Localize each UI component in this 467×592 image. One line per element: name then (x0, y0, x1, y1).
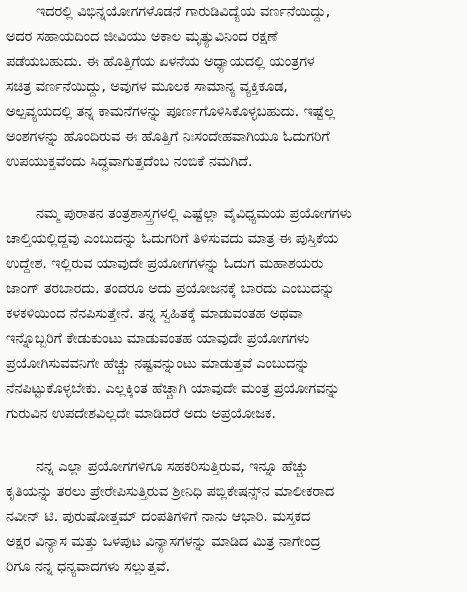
text-line: ಪಡೆಯಬಹುದು. ಈ ಹೊತ್ತಿಗೆಯ ಏಳನೆಯ ಅಧ್ಯಾಯದಲ್ಲಿ ಯಂತ್ರಗಳ (6, 54, 315, 70)
text-line: ರಿಗೂ ನನ್ನ ಧನ್ಯವಾದಗಳು ಸಲ್ಲುತ್ತವೆ. (6, 559, 171, 575)
text-line: ನೆನಪಿಟ್ಟುಕೊಳ್ಳಬೇಕು. ಎಲ್ಲಕ್ಕಿಂತ ಹೆಚ್ಚಾಗಿ ಯಾವುದೇ ಮಂತ್ರ ಪ್ರಯೋಗವನ್ನು (6, 381, 340, 397)
text-line: ಇನ್ನೊಬ್ಬರಿಗೆ ಕೇಡುಕುಂಟು ಮಾಡುವಂತಹ ಯಾವುದೇ ಪ್ರಯೋಗಗಳು (6, 331, 310, 347)
text-line: ಅಕ್ಷರ ವಿನ್ಯಾಸ ಮತ್ತು ಒಳಪುಟ ವಿನ್ಯಾಸಗಳನ್ನು ಮಾಡಿದ ಮಿತ್ರ ನಾಗೇಂದ್ರ (6, 534, 321, 550)
text-line: ಕೃತಿಯನ್ನು ತರಲು ಪ್ರೇರೇಪಿಸುತ್ತಿರುವ ಶ್ರೀನಿಧಿ ಪಬ್ಲಿಕೇಷನ್ಸ್‌ನ ಮಾಲೀಕರಾದ (6, 484, 335, 500)
text-line: ಗುರುವಿನ ಉಪದೇಶವಿಲ್ಲದೇ ಮಾಡಿದರೆ ಅದು ಅಪ್ರಯೋಜಕ. (6, 406, 276, 422)
text-line: ಚಾಲ್ತಿಯಲ್ಲಿದ್ದವು ಎಂಬುದನ್ನು ಓದುಗರಿಗೆ ತಿಳಿಸುವದು ಮಾತ್ರ ಈ ಪುಸ್ತಿಕೆಯ (6, 231, 338, 247)
text-line: ಪ್ರಯೋಗಿಸುವವನಿಗೇ ಹೆಚ್ಚು ನಷ್ಟವನ್ನುಂಟು ಮಾಡುತ್ತವೆ ಎಂಬುದನ್ನು (6, 356, 310, 372)
text-line: ಇದರಲ್ಲಿ ವಿಭಿನ್ನಯೋಗಗಳೊಡನೆ ಗಾರುಡಿವಿದ್ಯೆಯ ವರ್ಣನೆಯಿದ್ದು, (36, 4, 331, 20)
paragraph-1 (6, 0, 462, 175)
paragraph-3 (6, 455, 462, 580)
text-line: ನಮ್ಮ ಪುರಾತನ ತಂತ್ರಶಾಸ್ತ್ರಗಳಲ್ಲಿ ಎಷ್ಟೆಲ್ಲಾ ವೈವಿಧ್ಯಮಯ ಪ್ರಯೋಗಗಳು (36, 206, 352, 222)
text-line: ಸಚಿತ್ರ ವರ್ಣನೆಯಿದ್ದು, ಅವುಗಳ ಮೂಲಕ ಸಾಮಾನ್ಯ ವ್ಯಕ್ತಿಕೂಡ, (6, 79, 288, 95)
text-line: ಅಲ್ಪವ್ಯಯದಲ್ಲಿ ತನ್ನ ಕಾಮನೆಗಳನ್ನು ಪೂರ್ಣಗೊಳಿಸಿಕೊಳ್ಳಬಹುದು. ಇಷ್ಟೆಲ್ಲ (6, 104, 336, 120)
text-line: ಅದರ ಸಹಾಯದಿಂದ ಜೀವಿಯು ಅಕಾಲ ಮೃತ್ಯುವಿನಿಂದ ರಕ್ಷಣೆ (6, 29, 278, 45)
text-line: ಕಳಕಳಿಯಿಂದ ನೆನಪಿಸುತ್ತೇನೆ. ತನ್ನ ಸ್ವಹಿತಕ್ಕೆ ಮಾಡುವಂತಹ ಅಥವಾ (6, 306, 303, 322)
paragraph-2 (6, 202, 462, 427)
text-line: ಉಪಯುಕ್ತವೆಂದು ಸಿದ್ಧವಾಗುತ್ತದೆಂಬ ನಂಬಿಕೆ ನಮಗಿದೆ. (6, 154, 253, 170)
text-line: ನವೀನ್ ಟಿ. ಪುರುಷೋತ್ತಮ್ ದಂಪತಿಗಳಿಗೆ ನಾನು ಆಭಾರಿ. ಮಸ್ತಕದ (6, 509, 311, 525)
text-line: ನನ್ನ ಎಲ್ಲಾ ಪ್ರಯೋಗಗಳಿಗೂ ಸಹಕರಿಸುತ್ತಿರುವ, ಇನ್ನೂ ಹೆಚ್ಚು (36, 459, 309, 475)
text-line: ಜಾಂಗ್ ತರಬಾರದು. ತಂದರೂ ಅದು ಪ್ರಯೋಜನಕ್ಕೆ ಬಾರದು ಎಂಬುದನ್ನು (6, 281, 335, 297)
text-line: ಉದ್ದೇಶ. ಇಲ್ಲಿರುವ ಯಾವುದೇ ಪ್ರಯೋಗಗಳನ್ನು ಓದುಗ ಮಹಾಶಯರು (6, 256, 324, 272)
text-line: ಅಂಶಗಳನ್ನು ಹೊಂದಿರುವ ಈ ಹೊತ್ತಿಗೆ ನಿಃಸಂದೇಹವಾಗಿಯೂ ಓದುಗರಿಗೆ (6, 129, 330, 145)
